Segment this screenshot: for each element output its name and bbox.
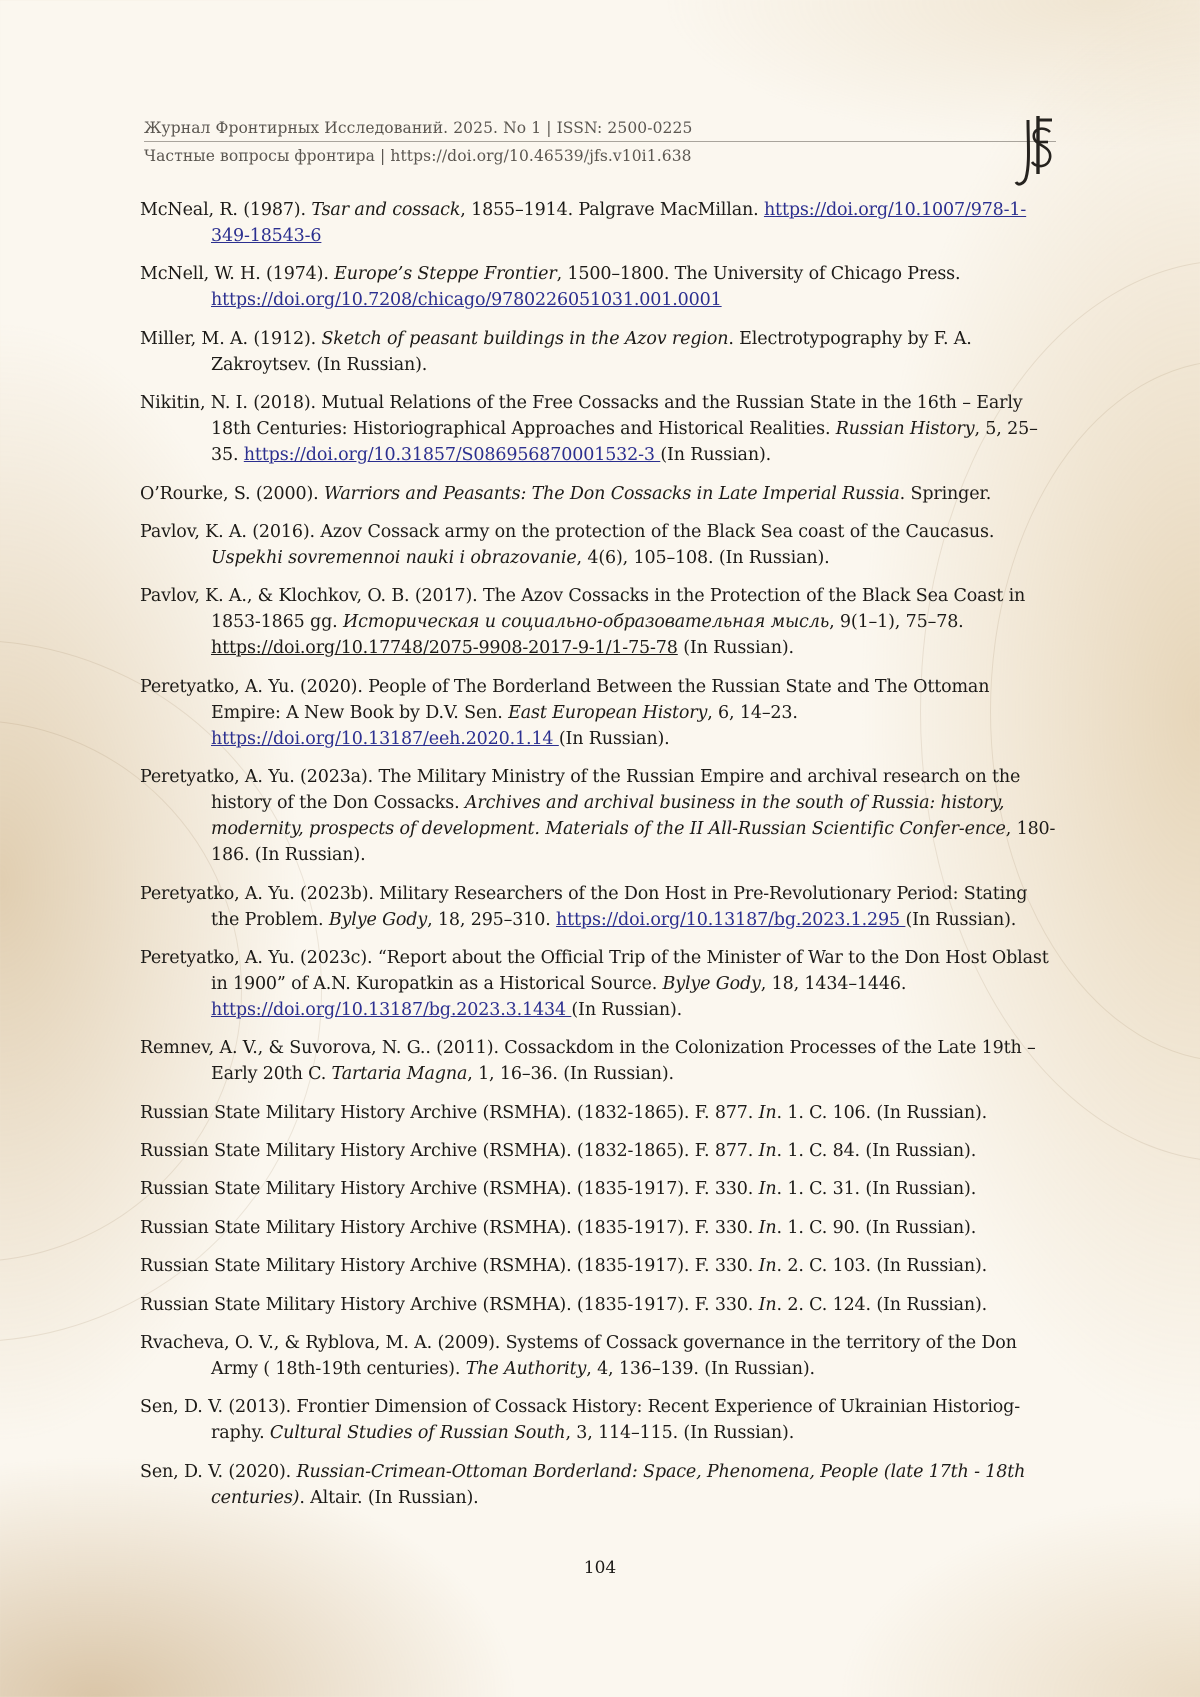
doi-link[interactable]: https://doi.org/10.13187/bg.2023.3.1434 xyxy=(211,999,572,1020)
doi-link[interactable]: https://doi.org/10.13187/eeh.2020.1.14 xyxy=(211,728,559,749)
reference-text: (In Russian). xyxy=(905,909,1017,930)
reference-text: , 4(6), 105–108. (In Russian). xyxy=(576,547,830,568)
reference-text: , 3, 114–115. (In Russian). xyxy=(565,1423,795,1444)
reference-text: Russian State Military History Archive (RSMHA). (1832-1865). F. 877. xyxy=(140,1141,759,1162)
reference-text: . 2. C. 103. (In Russian). xyxy=(776,1256,988,1277)
reference-entry xyxy=(140,945,1060,1023)
reference-title-italic: Uspekhi sovremennoi nauki i obrazovanie xyxy=(211,547,577,568)
reference-title-italic: In xyxy=(758,1102,777,1123)
reference-text: Rvacheva, O. V., & Ryblova, M. A. (2009). Systems of Cossack governance in the territory of the Don Army ( 18th-19th centuries). xyxy=(140,1333,1017,1380)
reference-text: , 18, 1434–1446. xyxy=(760,973,907,994)
reference-entry xyxy=(140,197,1060,249)
reference-entry xyxy=(140,1138,1060,1164)
reference-entry xyxy=(140,1100,1060,1126)
reference-text: . Electrotypography by F. A. Zakroytsev. (In Russian). xyxy=(211,328,972,375)
reference-text: . 1. C. 106. (In Russian). xyxy=(776,1102,988,1123)
reference-text: (In Russian). xyxy=(571,999,683,1020)
doi-link[interactable]: https://doi.org/10.13187/bg.2023.1.295 xyxy=(556,909,906,930)
reference-text: Russian State Military History Archive (RSMHA). (1835-1917). F. 330. xyxy=(140,1217,759,1238)
reference-text: . 1. C. 84. (In Russian). xyxy=(776,1141,977,1162)
page-number: 104 xyxy=(583,1558,617,1578)
reference-title-italic: Sketch of peasant buildings in the Azov region xyxy=(321,328,729,349)
reference-title-italic: Archives and archival business in the south of Russia: history, modernity, prospects of development. Materials of the II All-Russian Scientific Confer-ence xyxy=(211,793,1006,840)
reference-title-italic: In xyxy=(758,1256,777,1277)
reference-title-italic: East European History xyxy=(508,702,708,723)
reference-title-italic: Tsar and cossack xyxy=(311,200,461,220)
reference-title-italic: In xyxy=(758,1294,777,1315)
reference-title-italic: In xyxy=(758,1179,777,1200)
reference-title-italic: Tartaria Magna xyxy=(331,1064,468,1085)
reference-entry xyxy=(140,1176,1060,1202)
reference-title-italic: Историческая и социально-образовательная мысль xyxy=(342,612,830,633)
reference-title-italic: In xyxy=(758,1141,777,1162)
reference-title-italic: Russian History xyxy=(835,419,975,440)
reference-text: (In Russian). xyxy=(660,445,772,466)
reference-text: McNell, W. H. (1974). xyxy=(140,264,335,285)
reference-text: Miller, M. A. (1912). xyxy=(140,328,322,349)
reference-text: Peretyatko, A. Yu. (2023b). Military Researchers of the Don Host in Pre-Revolutionary Period: Stating the Problem. xyxy=(140,883,1028,930)
doi-link[interactable]: https://doi.org/10.1007/978-1-349-18543-6 xyxy=(211,200,1027,246)
reference-title-italic: Russian-Crimean-Ottoman Borderland: Space, Phenomena, People (late 17th - 18th centuries) xyxy=(211,1461,1026,1508)
reference-text: Peretyatko, A. Yu. (2023a). The Military Ministry of the Russian Empire and archival research on the history of the Don Cossacks. xyxy=(140,767,1021,814)
reference-text: Pavlov, K. A., & Klochkov, O. B. (2017). The Azov Cossacks in the Protection of the Black Sea Coast in 1853-1865 gg. xyxy=(140,586,1026,633)
reference-text: . 1. C. 90. (In Russian). xyxy=(776,1217,977,1238)
reference-text: Russian State Military History Archive (RSMHA). (1835-1917). F. 330. xyxy=(140,1294,759,1315)
reference-text: Russian State Military History Archive (RSMHA). (1835-1917). F. 330. xyxy=(140,1179,759,1200)
reference-list xyxy=(140,197,1060,1523)
reference-text: , 18, 295–310. xyxy=(427,909,557,930)
reference-text: , 1855–1914. Palgrave MacMillan. xyxy=(460,200,764,220)
doi-text[interactable]: https://doi.org/10.17748/2075-9908-2017-9-1/1-75-78 xyxy=(211,638,678,659)
header-divider xyxy=(144,141,1056,142)
reference-text: Nikitin, N. I. (2018). Mutual Relations of the Free Cossacks and the Russian State in the 16th – Early 18th Centuries: Historiographical Approaches and Historical Realities. xyxy=(140,393,1023,440)
journal-title: Журнал Фронтирных Исследований. 2025. No 1 | ISSN: 2500-0225 xyxy=(144,119,693,137)
reference-title-italic: The Authority xyxy=(465,1359,587,1380)
reference-entry xyxy=(140,481,1060,507)
reference-text: . 2. C. 124. (In Russian). xyxy=(776,1294,988,1315)
journal-logo xyxy=(1014,112,1056,190)
reference-entry xyxy=(140,1330,1060,1382)
reference-text: , 9(1–1), 75–78. xyxy=(829,612,964,633)
reference-title-italic: Warriors and Peasants: The Don Cossacks in Late Imperial Russia xyxy=(324,483,900,504)
reference-text: , 180-186. (In Russian). xyxy=(211,819,1056,866)
reference-text: , 6, 14–23. xyxy=(707,702,798,723)
section-doi: Частные вопросы фронтира | https://doi.org/10.46539/jfs.v10i1.638 xyxy=(144,147,692,165)
reference-entry xyxy=(140,519,1060,571)
doi-link[interactable]: https://doi.org/10.7208/chicago/9780226051031.001.0001 xyxy=(211,290,722,311)
reference-entry xyxy=(140,1292,1060,1318)
reference-text: Sen, D. V. (2020). xyxy=(140,1461,297,1482)
reference-text: Pavlov, K. A. (2016). Azov Cossack army on the protection of the Black Sea coast of the Caucasus. xyxy=(140,521,995,542)
reference-entry xyxy=(140,881,1060,933)
reference-text: Peretyatko, A. Yu. (2020). People of The Borderland Between the Russian State and The Ottoman Empire: A New Book by D.V. Sen. xyxy=(140,676,990,723)
reference-entry xyxy=(140,1035,1060,1087)
reference-title-italic: Europe’s Steppe Frontier xyxy=(334,264,557,285)
reference-text: Remnev, A. V., & Suvorova, N. G.. (2011). Cossackdom in the Colonization Processes of the Late 19th – Early 20th C. xyxy=(140,1038,1036,1085)
reference-entry xyxy=(140,261,1060,313)
reference-entry xyxy=(140,1394,1060,1446)
running-header xyxy=(144,116,1056,168)
reference-text: O’Rourke, S. (2000). xyxy=(140,483,325,504)
reference-text: . Altair. (In Russian). xyxy=(299,1487,479,1508)
reference-title-italic: Cultural Studies of Russian South xyxy=(269,1423,566,1444)
reference-entry xyxy=(140,583,1060,661)
reference-text: Russian State Military History Archive (RSMHA). (1835-1917). F. 330. xyxy=(140,1256,759,1277)
reference-text: (In Russian). xyxy=(558,728,670,749)
reference-entry xyxy=(140,764,1060,868)
reference-text: , 1500–1800. The University of Chicago Press. xyxy=(556,264,961,285)
reference-text: . 1. C. 31. (In Russian). xyxy=(776,1179,977,1200)
reference-entry xyxy=(140,1215,1060,1241)
reference-text: , 5, 25–35. xyxy=(211,419,1038,466)
reference-text: Russian State Military History Archive (RSMHA). (1832-1865). F. 877. xyxy=(140,1102,759,1123)
reference-text: Peretyatko, A. Yu. (2023c). “Report about the Official Trip of the Minister of War to the Don Host Oblast in 1900” of A.N. Kuropatkin as a Historical Source. xyxy=(140,947,1049,994)
reference-text: Sen, D. V. (2013). Frontier Dimension of Cossack History: Recent Experience of Ukrainian Historiog-raphy. xyxy=(140,1397,1021,1444)
reference-entry xyxy=(140,674,1060,752)
reference-text: McNeal, R. (1987). xyxy=(140,200,312,220)
reference-title-italic: Bylye Gody xyxy=(328,909,428,930)
reference-title-italic: Bylye Gody xyxy=(662,973,761,994)
reference-entry xyxy=(140,1459,1060,1511)
reference-entry xyxy=(140,1253,1060,1279)
reference-title-italic: In xyxy=(758,1217,777,1238)
reference-text: (In Russian). xyxy=(677,638,794,659)
reference-text: . Springer. xyxy=(899,483,992,504)
doi-link[interactable]: https://doi.org/10.31857/S086956870001532-3 xyxy=(243,445,661,466)
reference-entry xyxy=(140,390,1060,468)
reference-text: , 1, 16–36. (In Russian). xyxy=(467,1064,674,1085)
reference-text: , 4, 136–139. (In Russian). xyxy=(586,1359,815,1380)
reference-entry xyxy=(140,326,1060,378)
